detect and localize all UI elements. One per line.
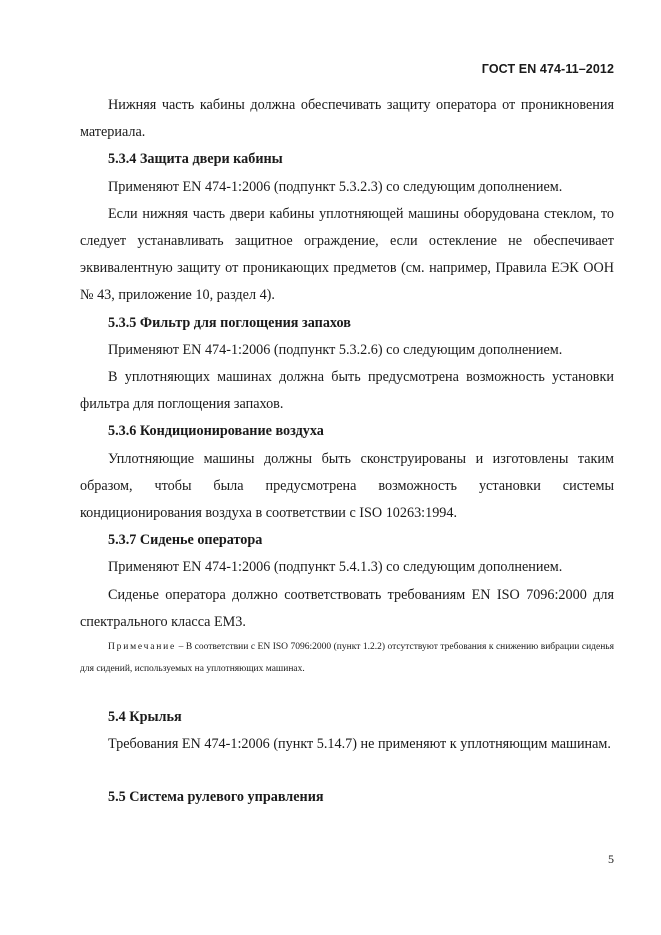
heading-5-3-6: 5.3.6 Кондиционирование воздуха	[108, 423, 324, 440]
document-code-header: ГОСТ EN 474-11–2012	[481, 62, 614, 76]
page-number: 5	[608, 852, 614, 866]
note-text: – В соответствии с EN ISO 7096:2000 (пункт 1.2.2) отсутствуют требования к снижению вибрации сиденья для сидений, используемых на уплотняющих машинах.	[80, 642, 614, 674]
paragraph-5-3-7-seat: Сиденье оператора должно соответствовать требованиям EN ISO 7096:2000 для спектрального класса ЕМ3.	[80, 586, 614, 630]
paragraph-5-4-wings: Требования EN 474-1:2006 (пункт 5.14.7) не применяют к уплотняющим машинам.	[108, 736, 611, 753]
heading-5-3-7: 5.3.7 Сиденье оператора	[108, 532, 263, 549]
paragraph-5-3-5-applies: Применяют EN 474-1:2006 (подпункт 5.3.2.6) со следующим дополнением.	[108, 341, 563, 358]
paragraph-5-3-4-glass: Если нижняя часть двери кабины уплотняющей машины оборудована стеклом, то следует устанавливать защитное ограждение, если остекление не обеспечивает эквивалентную защиту от проникающих предметов (см. например, Правила ЕЭК ООН № 43, приложение 10, раздел 4).	[80, 205, 614, 304]
paragraph-5-3-5-filter: В уплотняющих машинах должна быть предусмотрена возможность установки фильтра для поглощения запахов.	[80, 369, 614, 413]
heading-5-5: 5.5 Система рулевого управления	[108, 789, 324, 806]
heading-5-4: 5.4 Крылья	[108, 709, 182, 726]
heading-5-3-5: 5.3.5 Фильтр для поглощения запахов	[108, 314, 351, 331]
paragraph-5-3-6-aircon: Уплотняющие машины должны быть сконструированы и изготовлены таким образом, чтобы была предусмотрена возможность установки системы кондиционирования воздуха в соответствии с ISO 10263:1994.	[80, 450, 614, 522]
note-seat-vibration	[80, 637, 614, 680]
spacer	[80, 758, 614, 784]
page-content	[80, 92, 614, 812]
paragraph-5-3-4-applies: Применяют EN 474-1:2006 (подпункт 5.3.2.3) со следующим дополнением.	[108, 178, 563, 195]
paragraph-5-3-7-applies: Применяют EN 474-1:2006 (подпункт 5.4.1.3) со следующим дополнением.	[108, 559, 563, 576]
note-label: Примечание	[108, 642, 177, 653]
paragraph-cabin-lower-part: Нижняя часть кабины должна обеспечивать защиту оператора от проникновения материала.	[80, 97, 614, 141]
heading-5-3-4: 5.3.4 Защита двери кабины	[108, 151, 283, 168]
spacer	[80, 680, 614, 704]
